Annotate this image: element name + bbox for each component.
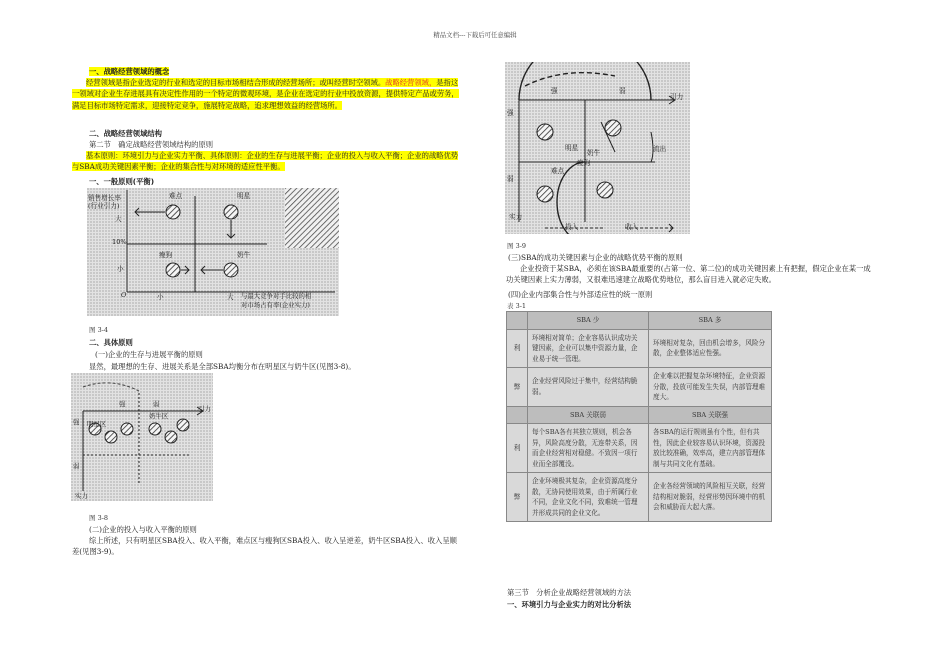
fig38-weak-left: 弱 [73, 462, 80, 470]
fig39-weak-top: 弱 [619, 87, 626, 95]
caption-3-8: 图 3-8 [89, 514, 109, 522]
fig39-weak-left: 弱 [507, 175, 514, 183]
row-label-dis-2: 弊 [507, 473, 528, 522]
y-axis-label: 销售增长率 (行业引力) [88, 194, 121, 210]
table-cell: 各SBA的运行规则虽有个性，但有共性，因此企业较容易认识环境，资源投放比较准确，效率高，建立内部管理体制与共同文化有基础。 [649, 424, 772, 473]
fig39-outflow-label: 流出 [653, 145, 667, 153]
table-caption: 表 3-1 [507, 302, 527, 310]
fig38-weak-top: 弱 [153, 400, 160, 408]
fig38-force-label: 引力 [198, 405, 211, 413]
fig39-difficult: 难点 [551, 167, 565, 175]
fig39-power-label: 实力 [509, 213, 523, 221]
table-cell: 企业经营风险过于集中，经营结构脆弱。 [528, 368, 649, 407]
principle-1-text: 显然，最理想的生存、进展关系是全部SBA均衡分布在明星区与奶牛区(见图3-8)。 [89, 362, 356, 371]
fig38-power-label: 实力 [75, 492, 88, 500]
fig39-cow: 奶牛 [587, 149, 601, 157]
heading-env-analysis: 一、环境引力与企业实力的对比分析法 [507, 600, 632, 609]
y-tick-small: 小 [117, 265, 124, 273]
y-tick-big: 大 [115, 215, 122, 223]
x-axis-label: 与最大竞争对手比较的相 对市场占有率(企业实力) [241, 292, 312, 309]
principle-3-text: 企业投资于某SBA，必须在该SBA最重要的(占第一位、第二位)的成功关键因素上有把握，假定企业在某一成功关键因素上实力薄弱，又很难迅速建立战略优势地位，那么盲目进入就必定失败。 [506, 264, 871, 285]
table-cell: 环境相对复杂，回由机会增多，风险分散，企业整体适应性强。 [649, 329, 772, 368]
quadrant-cow: 奶牛 [237, 251, 251, 259]
section-title-3: 第三节 分析企业战略经营领域的方法 [507, 588, 632, 597]
caption-3-9: 图 3-9 [507, 242, 527, 250]
fig39-strong-left: 强 [507, 109, 514, 117]
page-header: 精品文档---下载后可任意编辑 [433, 31, 517, 39]
fig38-strong-left: 强 [73, 418, 80, 426]
table-cell: 企业环境极其复杂，企业资源高度分散，无协同使用效果，由于所属行业不同，企业文化不同，致难统一管理并形成共同的企业文化。 [528, 473, 649, 522]
figure-3-4 [87, 188, 339, 316]
heading-general-principle: 一、一般原则(平衡) [89, 177, 155, 186]
table-cell: 环境相对简单；企业容易认识成功关键因素，企业可以集中资源力量，企业易于统一管理。 [528, 329, 649, 368]
fig39-invest-label: 投入 [565, 223, 579, 231]
principle-3-title: (三)SBA的成功关键因素与企业的战略优势平衡的原则 [508, 253, 683, 262]
table-header-weak: SBA 关联弱 [528, 406, 649, 424]
quadrant-dog: 瘦狗 [159, 251, 173, 259]
fig39-star: 明星 [565, 144, 579, 152]
figure-3-8 [71, 373, 213, 501]
row-label-adv-1: 利 [507, 329, 528, 368]
x-tick-small: 小 [157, 293, 164, 301]
table-header-many: SBA 多 [649, 312, 772, 330]
basic-principles: 基本原则：环境引力与企业实力平衡、具体原则：企业的生存与进展平衡；企业的投入与收入平衡；企业的战略优势与SBA成功关键因素平衡；企业的集合性与对环境的适应性平衡。 [72, 151, 459, 172]
fig39-income-label: 收入 [625, 223, 639, 231]
fig38-strong-top: 强 [119, 400, 126, 408]
principle-2-title: (二)企业的投入与收入平衡的原则 [89, 525, 197, 534]
table-3-1 [506, 311, 772, 522]
quadrant-difficult: 难点 [169, 192, 183, 200]
fig39-dog: 瘦狗 [577, 159, 591, 167]
row-label-dis-1: 弊 [507, 368, 528, 407]
table-cell: 企业各经营领域的风险相互关联，经营结构相对脆弱，经营形势因环境中的机会和威胁而大起大落。 [649, 473, 772, 522]
fig39-strong-top: 强 [551, 87, 558, 95]
fig38-cow-zone: 奶牛区 [149, 412, 169, 420]
section-title-2: 第二节 确定战略经营领域结构的原则 [89, 140, 214, 149]
heading-specific-principle: 二、具体原则 [89, 338, 133, 347]
table-header-strong: SBA 关联强 [649, 406, 772, 424]
caption-3-4: 图 3-4 [89, 326, 109, 334]
principle-4-title: (四)企业内部集合性与外部适应性的统一原则 [508, 290, 653, 299]
table-cell: 企业难以把握复杂环境特征，企业资源分散，投放可能发生失误，内部管理难度大。 [649, 368, 772, 407]
heading-concept: 一、战略经营领域的概念 [89, 67, 170, 76]
figure-3-9 [505, 62, 690, 234]
origin-label: O [121, 291, 127, 299]
table-cell: 每个SBA各有其独立规则，机会各异，风险高度分散，无连带关系，因而企业经营相对稳健。不致因一项行业而全部覆没。 [528, 424, 649, 473]
principle-2-text: 综上所述，只有明星区SBA投入、收入平衡，难点区与瘦狗区SBA投入、收入呈逆差，奶牛区SBA投入、收入呈顺差(见图3-9)。 [72, 536, 457, 557]
quadrant-star: 明星 [237, 192, 251, 200]
heading-structure: 二、战略经营领域结构 [89, 129, 162, 138]
fig39-force-label: 引力 [670, 93, 684, 101]
principle-1-title: (一)企业的生存与进展平衡的原则 [95, 350, 203, 359]
table-header-few: SBA 少 [528, 312, 649, 330]
row-label-adv-2: 利 [507, 424, 528, 473]
y-tick-10pct: 10% [112, 238, 127, 246]
paragraph-concept: 经营领域是指企业选定的行业和选定的目标市场相结合形成的经营场所；或叫经营时空领域。战略经营领域，是指这一领域对企业生存进展具有决定性作用的一个特定的微观环境，是企业在选定的行业中投放资源，提供特定产品或劳务，满足目标市场特定需求，迎接特定竞争，施展特定战略，追求理想效益的经营场所。 [72, 78, 459, 110]
x-tick-big: 大 [227, 293, 234, 301]
fig38-star-zone: 明星区 [87, 420, 107, 428]
